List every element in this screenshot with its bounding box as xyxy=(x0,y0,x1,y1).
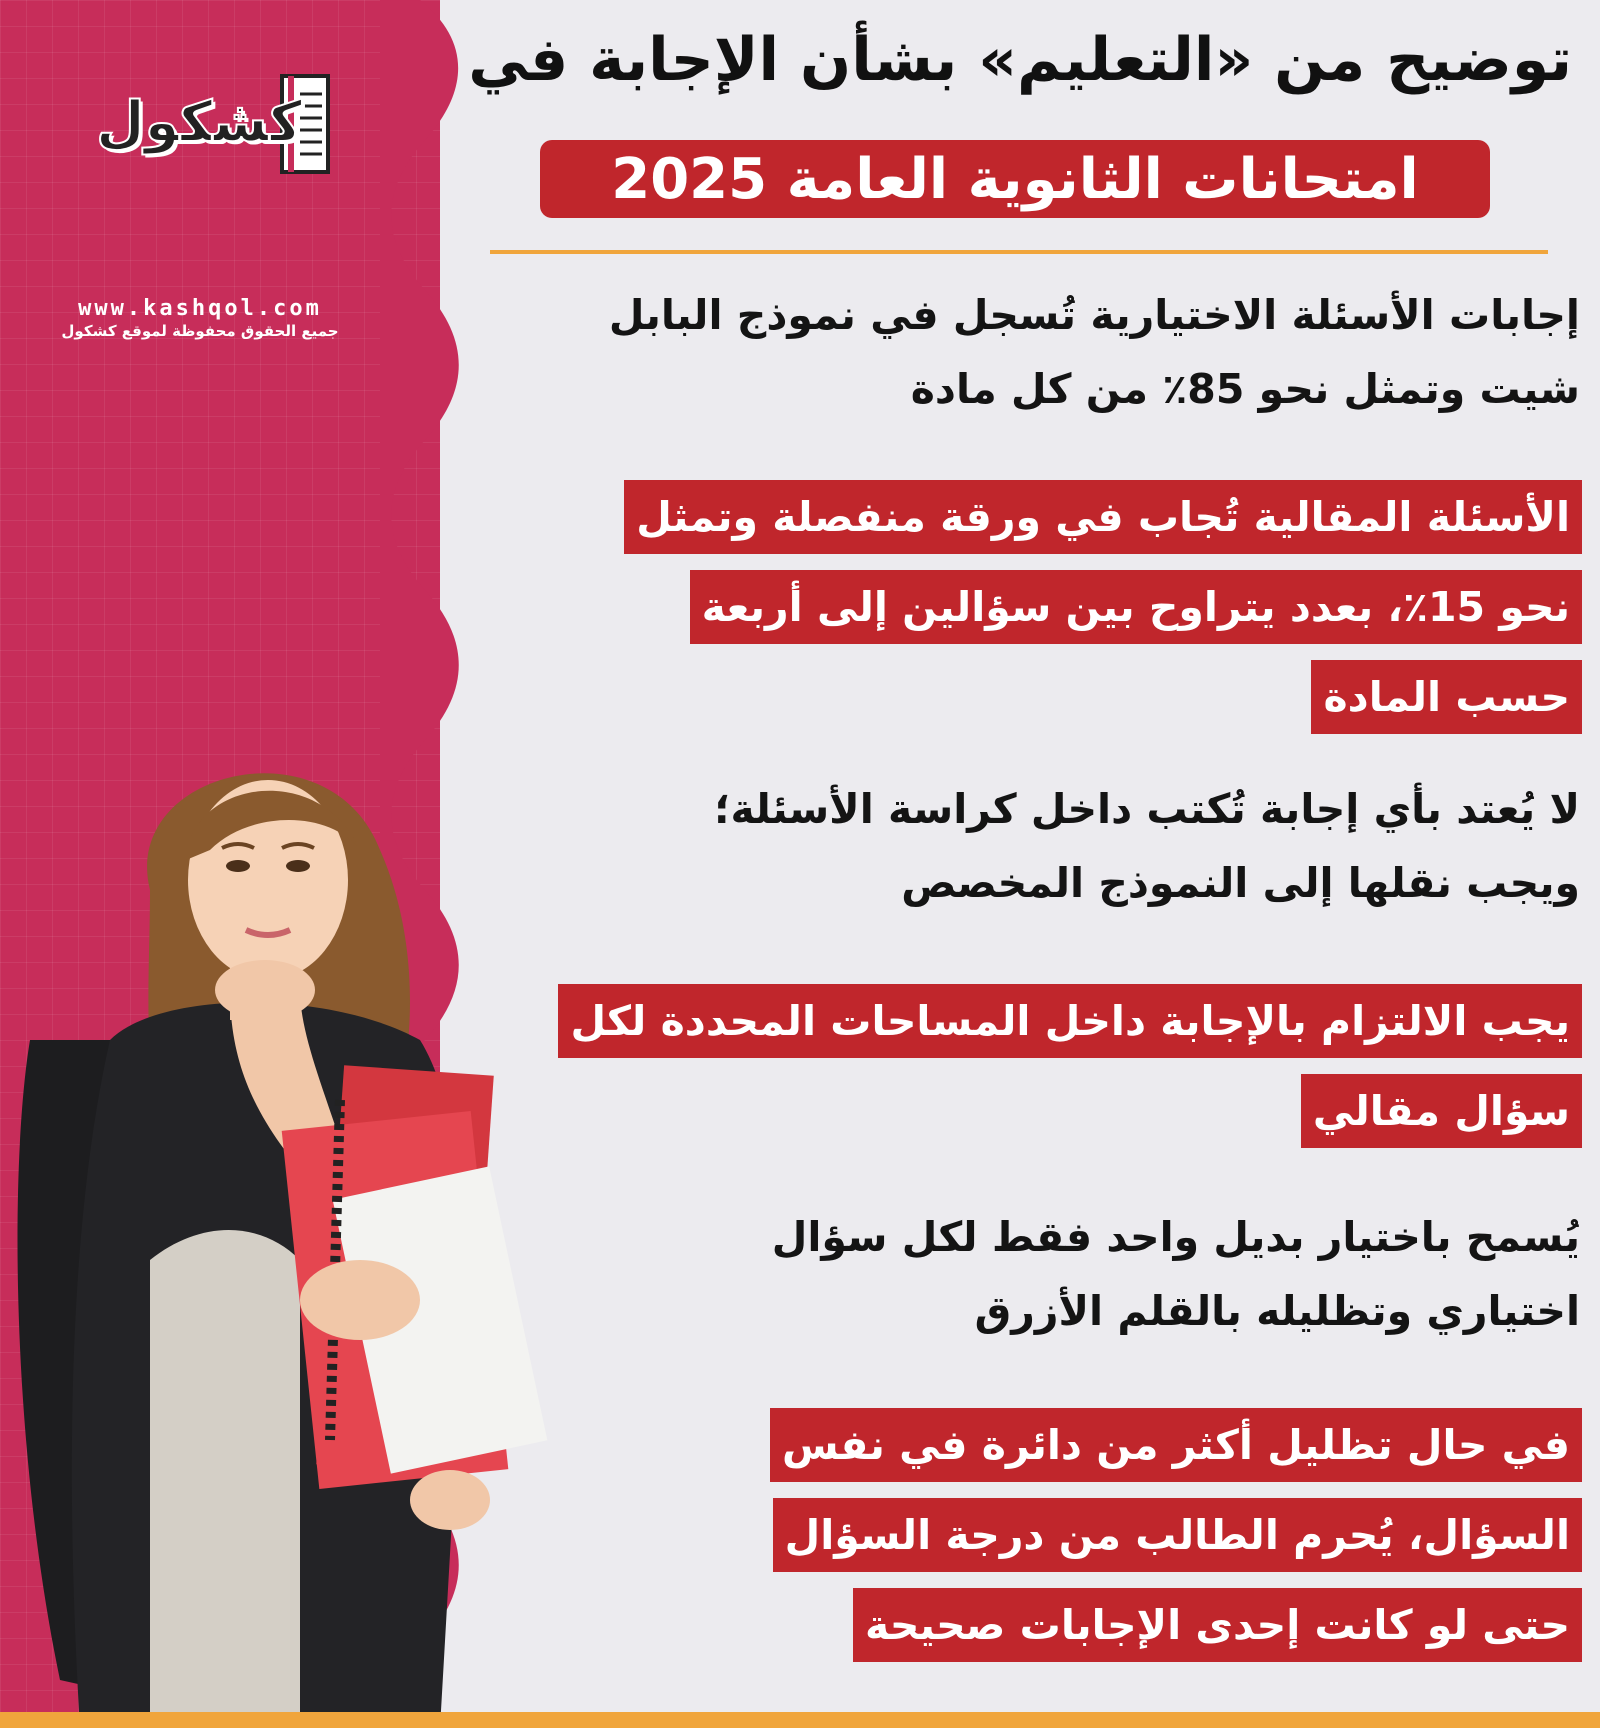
kashkol-logo xyxy=(74,72,334,182)
point-5 xyxy=(772,1200,1580,1348)
point-1-line-1: إجابات الأسئلة الاختيارية تُسجل في نموذج البابل xyxy=(608,291,1580,339)
point-2-line-1: الأسئلة المقالية تُجاب في ورقة منفصلة وتمثل xyxy=(624,480,1582,554)
point-6-line-3: حتى لو كانت إحدى الإجابات صحيحة xyxy=(853,1588,1582,1662)
headline-line2: امتحانات الثانوية العامة 2025 xyxy=(611,146,1419,212)
student-illustration xyxy=(0,740,640,1728)
point-3-line-1: لا يُعتد بأي إجابة تُكتب داخل كراسة الأسئلة؛ xyxy=(714,785,1580,833)
headline-highlight-box xyxy=(540,140,1490,218)
point-4 xyxy=(558,984,1582,1164)
point-5-line-1: يُسمح باختيار بديل واحد فقط لكل سؤال xyxy=(771,1213,1580,1261)
point-1 xyxy=(609,278,1580,426)
orange-divider xyxy=(490,250,1548,254)
point-2-line-2: نحو 15٪، بعدد يتراوح بين سؤالين إلى أربعة xyxy=(690,570,1582,644)
point-6-line-2: السؤال، يُحرم الطالب من درجة السؤال xyxy=(773,1498,1582,1572)
point-4-line-2: سؤال مقالي xyxy=(1301,1074,1582,1148)
site-url: www.kashqol.com xyxy=(78,296,322,321)
point-5-line-2: اختياري وتظليله بالقلم الأزرق xyxy=(974,1287,1580,1335)
point-3 xyxy=(714,772,1580,920)
point-6-line-1: في حال تظليل أكثر من دائرة في نفس xyxy=(770,1408,1582,1482)
point-1-line-2: شيت وتمثل نحو 85٪ من كل مادة xyxy=(910,365,1580,413)
copyright-notice: جميع الحقوق محفوظة لموقع كشكول xyxy=(61,322,339,340)
point-6 xyxy=(770,1408,1582,1678)
bottom-accent-bar xyxy=(0,1712,1600,1728)
point-4-line-1: يجب الالتزام بالإجابة داخل المساحات المحددة لكل xyxy=(558,984,1582,1058)
point-3-line-2: ويجب نقلها إلى النموذج المخصص xyxy=(901,859,1580,907)
headline-line1: توضيح من «التعليم» بشأن الإجابة في xyxy=(468,25,1572,95)
point-2-line-3: حسب المادة xyxy=(1311,660,1582,734)
logo-wordmark: كشكول xyxy=(96,90,302,155)
point-2 xyxy=(624,480,1582,750)
